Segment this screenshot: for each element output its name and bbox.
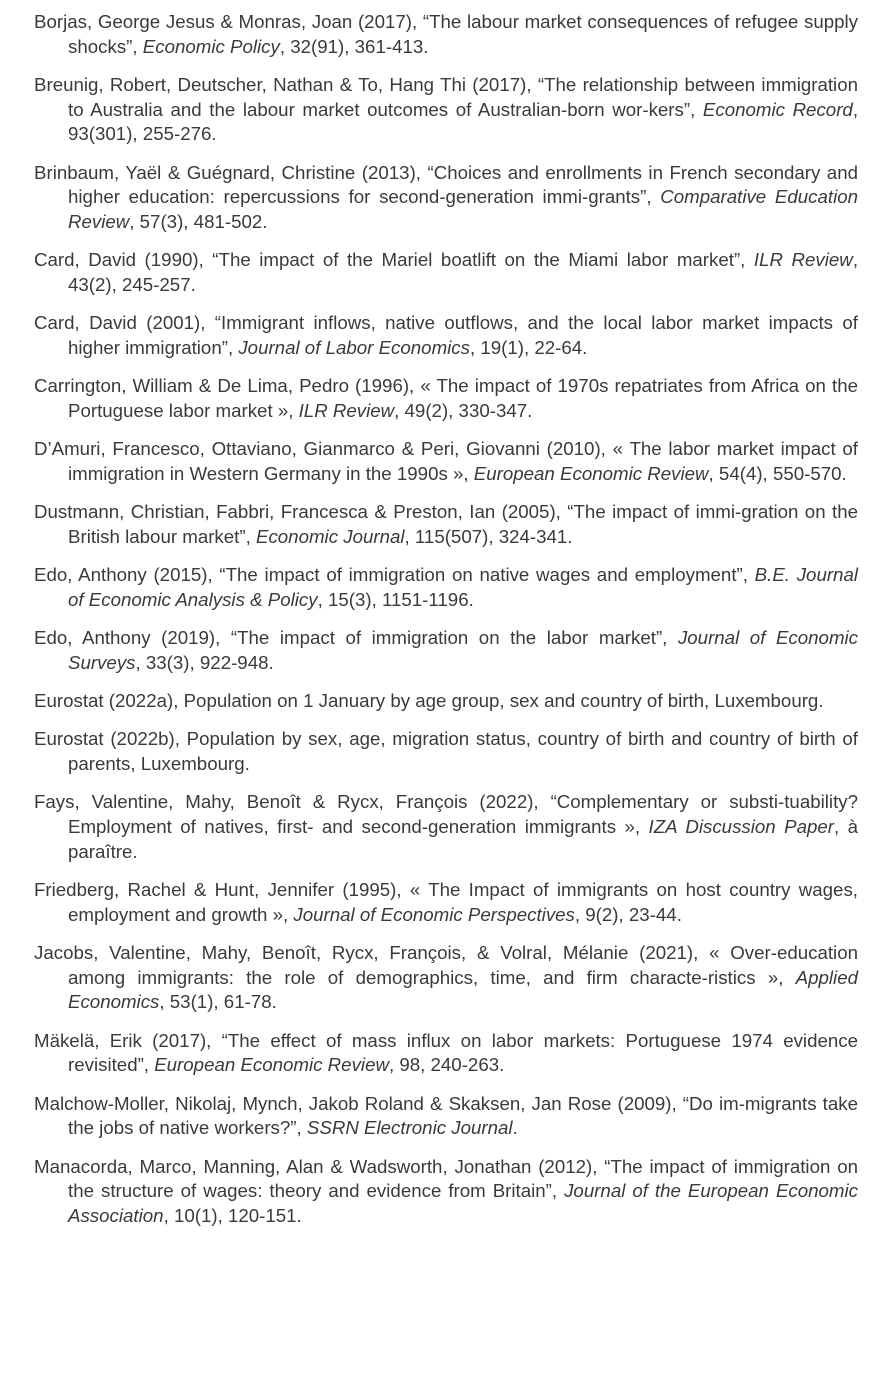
reference-entry bbox=[34, 1029, 858, 1078]
reference-entry bbox=[34, 248, 858, 297]
reference-entry bbox=[34, 10, 858, 59]
reference-text: Borjas, George Jesus & Monras, Joan (2017), “The labour market consequences of refugee supply shocks”, bbox=[34, 11, 858, 57]
reference-text: Eurostat (2022a), Population on 1 January by age group, sex and country of birth, Luxembourg. bbox=[34, 690, 824, 712]
journal-title: Applied Economics bbox=[68, 966, 858, 1013]
journal-title: Journal of Economic Surveys bbox=[68, 627, 859, 673]
reference-details: , 15(3), 1151-1196. bbox=[317, 588, 474, 610]
journal-title: European Economic Review bbox=[154, 1054, 389, 1076]
reference-text: Mäkelä, Erik (2017), “The effect of mass influx on labor markets: Portuguese 1974 evidence revisited”, bbox=[34, 1029, 858, 1076]
journal-title: European Economic Review bbox=[473, 462, 709, 484]
reference-entry bbox=[34, 727, 858, 776]
reference-entry bbox=[34, 374, 858, 423]
reference-entry bbox=[34, 500, 858, 549]
journal-title: Journal of Economic Perspectives bbox=[293, 903, 575, 925]
reference-entry bbox=[34, 1092, 858, 1141]
reference-text: D’Amuri, Francesco, Ottaviano, Gianmarco & Peri, Giovanni (2010), « The labor market impact of immigration in Western Germany in the 1990s », bbox=[34, 438, 858, 484]
reference-entry bbox=[34, 689, 858, 714]
journal-title: Economic Policy bbox=[142, 35, 280, 57]
reference-details: , 19(1), 22-64. bbox=[469, 336, 588, 358]
journal-title: Journal of Labor Economics bbox=[238, 336, 470, 358]
reference-text: Malchow-Moller, Nikolaj, Mynch, Jakob Roland & Skaksen, Jan Rose (2009), “Do im-migrants take the jobs of native workers?”, bbox=[34, 1092, 858, 1139]
reference-details: , 54(4), 550-570. bbox=[708, 462, 847, 484]
reference-text: Dustmann, Christian, Fabbri, Francesca & Preston, Ian (2005), “The impact of immi-gration on the British labour market”, bbox=[34, 501, 858, 547]
reference-text: Edo, Anthony (2019), “The impact of immigration on the labor market”, bbox=[34, 627, 678, 649]
journal-title: B.E. Journal of Economic Analysis & Policy bbox=[68, 564, 858, 610]
reference-text: Card, David (2001), “Immigrant inflows, native outflows, and the local labor market impacts of higher immigration”, bbox=[34, 312, 858, 358]
journal-title: ILR Review bbox=[753, 249, 853, 271]
reference-details: , à paraître. bbox=[68, 816, 858, 862]
reference-details: , 57(3), 481-502. bbox=[129, 210, 268, 232]
reference-list bbox=[34, 10, 858, 1242]
reference-text: Fays, Valentine, Mahy, Benoît & Rycx, François (2022), “Complementary or substi-tuability? Employment of natives, first- and second-generation immigrants », bbox=[34, 791, 858, 837]
reference-text: Eurostat (2022b), Population by sex, age, migration status, country of birth and country of birth of parents, Luxembourg. bbox=[34, 728, 858, 775]
reference-entry bbox=[34, 1155, 858, 1229]
reference-entry bbox=[34, 626, 858, 675]
reference-details: , 98, 240-263. bbox=[388, 1054, 505, 1076]
journal-title: IZA Discussion Paper bbox=[648, 816, 834, 837]
reference-details: , 43(2), 245-257. bbox=[68, 249, 859, 295]
reference-details: , 9(2), 23-44. bbox=[574, 903, 682, 925]
reference-details: , 93(301), 255-276. bbox=[68, 98, 859, 145]
reference-details: , 53(1), 61-78. bbox=[159, 991, 277, 1013]
reference-details: , 32(91), 361-413. bbox=[279, 35, 429, 57]
reference-text: Friedberg, Rachel & Hunt, Jennifer (1995), « The Impact of immigrants on host country wages, employment and growth », bbox=[34, 878, 858, 925]
journal-title: Journal of the European Economic Association bbox=[68, 1180, 858, 1226]
reference-details: , 49(2), 330-347. bbox=[394, 399, 533, 421]
reference-text: Brinbaum, Yaël & Guégnard, Christine (2013), “Choices and enrollments in French secondary and higher education: repercussions for second-generation immi-grants”, bbox=[34, 161, 858, 208]
reference-entry bbox=[34, 878, 858, 927]
journal-title: Comparative Education Review bbox=[68, 186, 859, 232]
reference-text: Card, David (1990), “The impact of the Mariel boatlift on the Miami labor market”, bbox=[34, 249, 754, 271]
reference-entry bbox=[34, 941, 858, 1015]
journal-title: Economic Journal bbox=[255, 525, 405, 547]
reference-text: Jacobs, Valentine, Mahy, Benoît, Rycx, François, & Volral, Mélanie (2021), « Over-education among immigrants: the role of demographics, time, and firm characte-ristics », bbox=[34, 941, 858, 988]
reference-entry bbox=[34, 73, 858, 147]
reference-entry bbox=[34, 790, 858, 864]
reference-details: , 115(507), 324-341. bbox=[404, 525, 573, 547]
journal-title: SSRN Electronic Journal bbox=[306, 1117, 513, 1139]
journal-title: Economic Record bbox=[702, 98, 853, 120]
reference-text: Breunig, Robert, Deutscher, Nathan & To, Hang Thi (2017), “The relationship between immigration to Australia and the labour market outcomes of Australian-born wor-kers”, bbox=[34, 73, 858, 120]
reference-details: . bbox=[512, 1117, 518, 1139]
reference-text: Edo, Anthony (2015), “The impact of immigration on native wages and employment”, bbox=[34, 564, 755, 586]
journal-title: ILR Review bbox=[298, 399, 395, 421]
reference-entry bbox=[34, 161, 858, 235]
reference-text: Manacorda, Marco, Manning, Alan & Wadsworth, Jonathan (2012), “The impact of immigration on the structure of wages: theory and evidence from Britain”, bbox=[34, 1155, 858, 1202]
reference-entry bbox=[34, 311, 858, 360]
reference-entry bbox=[34, 437, 858, 486]
reference-text: Carrington, William & De Lima, Pedro (1996), « The impact of 1970s repatriates from Africa on the Portuguese labor market », bbox=[34, 375, 858, 421]
reference-details: , 10(1), 120-151. bbox=[163, 1204, 302, 1226]
reference-details: , 33(3), 922-948. bbox=[135, 651, 274, 673]
reference-entry bbox=[34, 563, 858, 612]
